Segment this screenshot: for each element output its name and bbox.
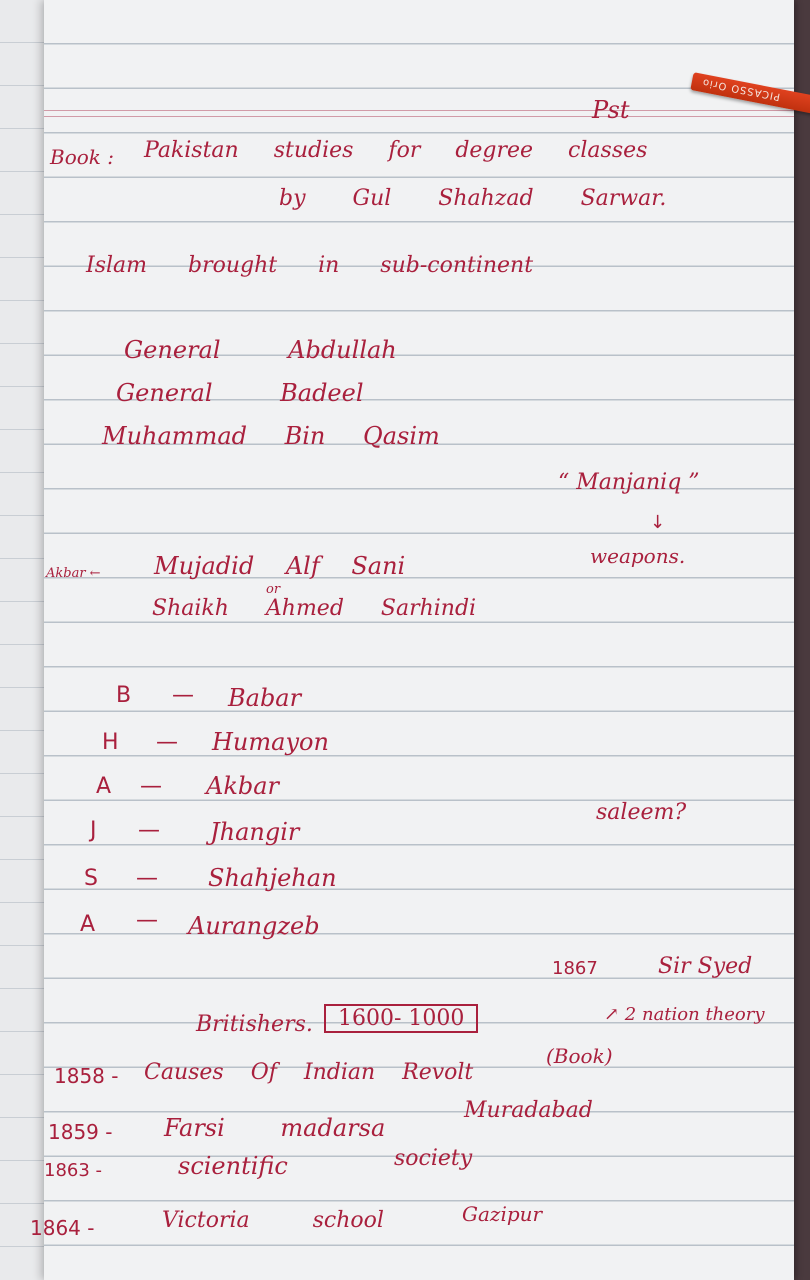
book-label: Book : (50, 145, 114, 169)
down-arrow: ↓ (650, 512, 666, 533)
britishers-range: 1600- 1000 (324, 1004, 478, 1033)
manjaniq-note: “ Manjaniq ” (558, 470, 700, 495)
mughal-dash: — (138, 818, 160, 843)
timeline-event: Causes Of Indian Revolt (144, 1060, 474, 1085)
islam-heading: Islam brought in sub-continent (86, 253, 534, 278)
sir-syed-year: 1867 (552, 958, 598, 979)
or-note: or (266, 582, 281, 597)
top-margin-line-2 (44, 116, 794, 117)
general-3: Muhammad Bin Qasim (102, 422, 440, 450)
mughal-dash: — (172, 683, 194, 708)
mughal-name: Jhangir (210, 818, 300, 846)
mughal-name: Akbar (206, 772, 280, 800)
two-nation-theory: ↗ 2 nation theory (604, 1004, 765, 1025)
timeline-year: 1864 - (30, 1216, 95, 1240)
akbar-note: Akbar ← (46, 566, 101, 581)
general-1: General Abdullah (124, 336, 397, 364)
mughal-name: Aurangzeb (188, 912, 320, 940)
timeline-extra: Gazipur (462, 1202, 543, 1226)
mughal-letter: A (80, 912, 96, 937)
mughal-name: Babar (228, 684, 302, 712)
book-title: Pakistan studies for degree classes (144, 138, 648, 163)
mughal-name: Humayon (212, 728, 329, 756)
timeline-year: 1859 - (48, 1120, 113, 1144)
timeline-event: Victoria school (162, 1208, 384, 1233)
mughal-letter: S (84, 866, 98, 891)
book-author: by Gul Shahzad Sarwar. (279, 186, 667, 211)
top-margin-line (44, 110, 794, 111)
mughal-letter: H (102, 730, 119, 755)
sir-syed-name: Sir Syed (658, 954, 753, 979)
mughal-letter: A (96, 774, 112, 799)
mujadid-line: Mujadid Alf Sani (154, 552, 406, 580)
mughal-dash: — (140, 774, 162, 799)
general-2: General Badeel (116, 379, 364, 407)
britishers-label: Britishers. (196, 1012, 313, 1037)
notebook-page (30, 0, 794, 1280)
timeline-extra: (Book) (546, 1044, 613, 1068)
pencil-brand: PICASSO Orio (701, 76, 782, 102)
mughal-dash: — (136, 908, 158, 933)
timeline-year: 1858 - (54, 1064, 119, 1088)
mughal-dash: — (136, 866, 158, 891)
timeline-extra: Muradabad (464, 1098, 593, 1123)
timeline-event: Farsi madarsa (164, 1114, 386, 1142)
timeline-event: scientific (178, 1152, 288, 1180)
mughal-dash: — (156, 730, 178, 755)
timeline-year: 1863 - (44, 1160, 103, 1181)
mughal-letter: J (90, 818, 97, 843)
shaikh-line: Shaikh Ahmed Sarhindi (152, 596, 477, 621)
saleem-note: saleem? (596, 800, 687, 825)
subject-code: Pst (592, 96, 630, 124)
timeline-extra: society (394, 1146, 473, 1171)
mughal-letter: B (116, 683, 132, 708)
weapons-note: weapons. (590, 544, 686, 568)
mughal-name: Shahjehan (208, 864, 337, 892)
